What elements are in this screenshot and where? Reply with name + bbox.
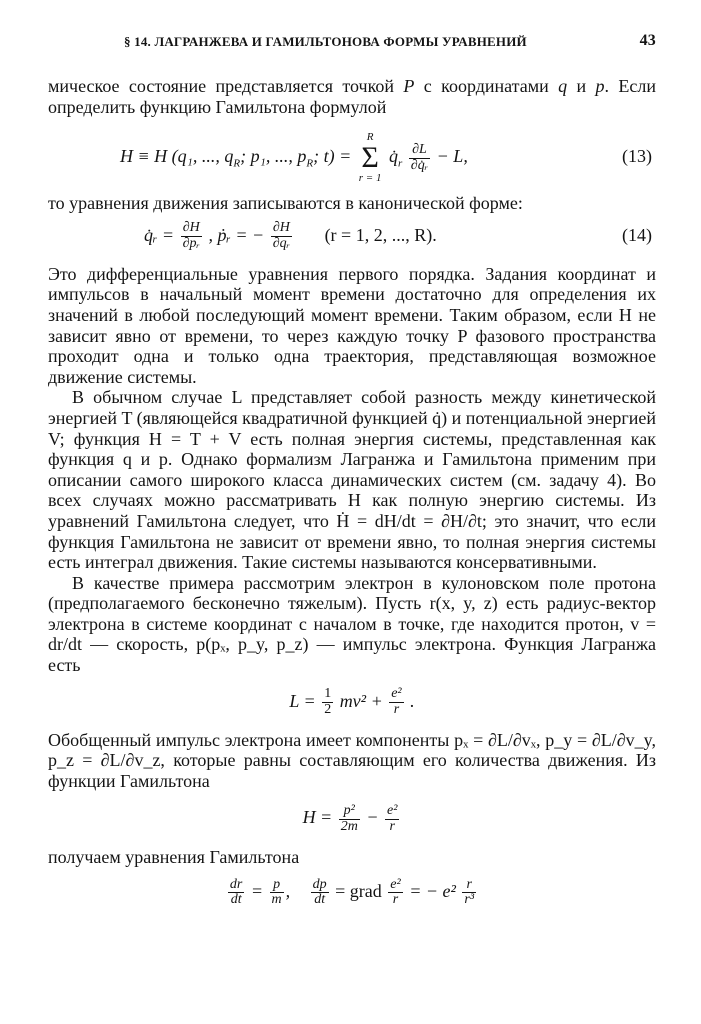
paragraph-4: В обычном случае L представляет собой разность между кинетической энергией T (являющейся квадратичной функцией q̇) и потенциальной энергией V; функция H = T + V есть полная энергия системы, представленная как функция q и p. Однако формализм Лагранжа и Гамильтона применим при описании самого широкого класса динамических систем (см. задачу 4). Во всех случаях можно рассматривать H как полную энергию системы. Из уравнений Гамильтона следует, что Ḣ = dH/dt = ∂H/∂t; это значит, что если функция Гамильтона не зависит от времени явно, то полная энергия системы есть интеграл движения. Такие системы называются консервативными. [48,387,656,573]
sum-symbol: R Σ r = 1 [358,131,382,185]
paragraph-6: Обобщенный импульс электрона имеет компоненты pₓ = ∂L/∂vₓ, p_y = ∂L/∂v_y, p_z = ∂L/∂v_z, которые равны составляющим его количества движения. Из функции Гамильтона [48,729,656,791]
paragraph-7: получаем уравнения Гамильтона [48,847,300,868]
running-header [48,26,656,52]
equation-hamiltonian: H = $\frac{\text{p²}}{2m}$ − $\frac{\text{e²}}{r}$ [302,803,398,834]
equation-13: H ≡ H (q₁, ..., $q_R$; p₁, ..., $p_R$; t) = R Σ r = 1 $q̇_r$ $\frac{\partial L}{\text{∂q̇ᵣ}}$ − L, (13) [48,123,656,189]
equation-number-14: (14) [622,224,652,245]
equation-hamilton-equations: $\frac{dr}{dt}$ = $\frac{p}{m}$ , $\frac{dp}{dt}$ = grad $\frac{\text{e²}}{r}$ = − e² $\frac{r}{\text{r³}}$ [229,876,475,908]
paragraph-3: Это дифференциальные уравнения первого порядка. Задания координат и импульсов в начальный момент времени достаточно для определения их значений в любой последующий момент времени. Таким образом, если H не зависит явно от времени, то через каждую точку P фазового пространства проходит одна и только одна траектория, представляющая возможное движение системы. [48,263,656,387]
paragraph-2: то уравнения движения записываются в канонической форме: [48,193,523,214]
equation-number-13: (13) [622,146,652,167]
running-title: § 14. ЛАГРАНЖЕВА И ГАМИЛЬТОНОВА ФОРМЫ УРАВНЕНИЙ [124,34,527,49]
equation-14: q̇ᵣ = $\frac{\partial H}{\text{∂pᵣ}}$ , ṗᵣ = − $\frac{\partial H}{\text{∂qᵣ}}$ (r = 1, 2, ..., R). (14) [48,214,656,256]
equation-lagrangian: L = $\frac{1}{2}$ mv² + $\frac{\text{e²}}{r}$ . [289,686,415,718]
paragraph-5: В качестве примера рассмотрим электрон в кулоновском поле протона (предполагаемого бесконечно тяжелым). Пусть r(x, y, z) есть радиус-вектор электрона в системе координат с началом в точке, где находится протон, v = dr/dt — скорость, p(pₓ, p_y, p_z) — импульс электрона. Функция Лагранжа есть [48,572,656,676]
page-number: 43 [639,32,656,49]
paragraph-1: мическое состояние представляется точкой P с координатами q и p. Если определить функцию Гамильтона формулой [48,76,656,117]
book-page [48,26,656,914]
